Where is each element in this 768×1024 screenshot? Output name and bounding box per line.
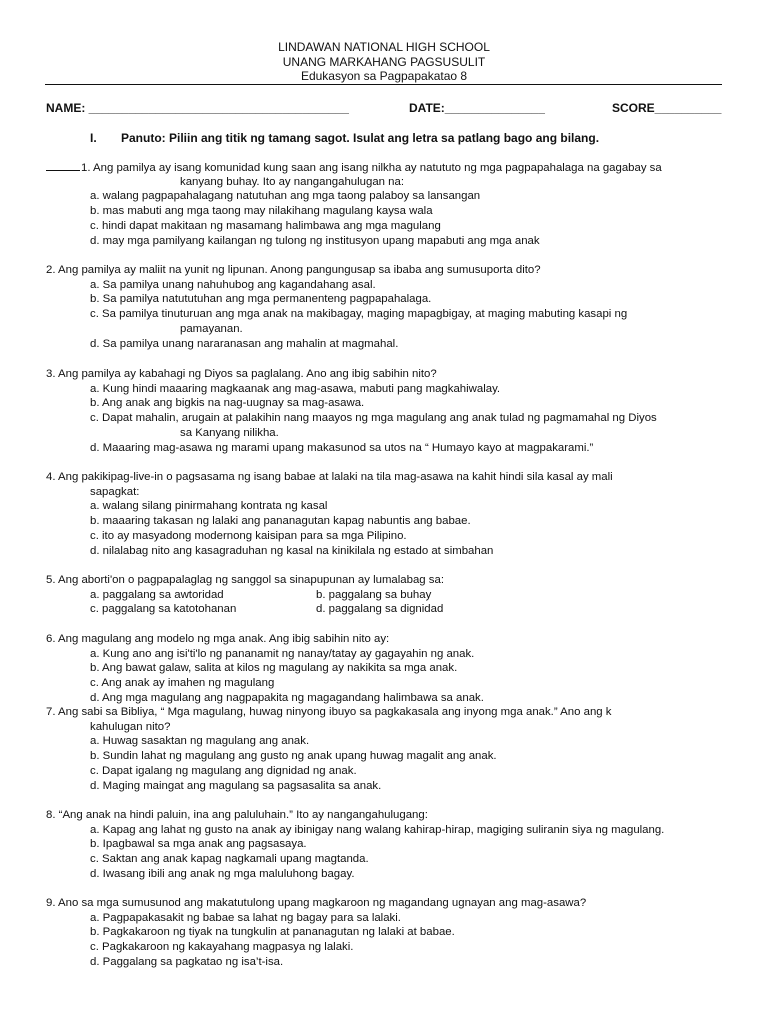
- answer-choice: d. Maaaring mag-asawa ng marami upang makasunod sa utos na “ Humayo kayo at magpakarami.”: [90, 441, 594, 454]
- question-stem: 2. Ang pamilya ay maliit na yunit ng lipunan. Anong pangungusap sa ibaba ang sumusuporta dito?: [46, 264, 541, 276]
- answer-choice: c. Saktan ang anak kapag nagkamali upang magtanda.: [90, 853, 369, 866]
- answer-choice: c. Ang anak ay imahen ng magulang: [90, 677, 275, 690]
- answer-choice: b. Ang anak ang bigkis na nag-uugnay sa mag-asawa.: [90, 397, 365, 410]
- answer-choice: d. Iwasang ibili ang anak ng mga maluluhong bagay.: [90, 867, 355, 880]
- question-stem: 4. Ang pakikipag-live-in o pagsasama ng isang babae at lalaki na tila mag-asawa na kahit hindi sila kasal ay mali: [46, 471, 613, 483]
- instructions-text: Panuto: Piliin ang titik ng tamang sagot. Isulat ang letra sa patlang bago ang bilang.: [121, 131, 600, 145]
- question-stem: [46, 160, 662, 175]
- answer-choice: c. ito ay masyadong modernong kaisipan para sa mga Pilipino.: [90, 529, 407, 542]
- name-field[interactable]: NAME: _______________________________________: [46, 101, 349, 115]
- question-stem: 5. Ang aborti'on o pagpapalaglag ng sanggol sa sinapupunan ay lumalabag sa:: [46, 574, 444, 586]
- answer-choice: d. Maging maingat ang magulang sa pagsasalita sa anak.: [90, 779, 382, 792]
- score-field[interactable]: SCORE__________: [612, 101, 722, 115]
- answer-choice: a. Kung hindi maaaring magkaanak ang mag-asawa, mabuti pang magkahiwalay.: [90, 382, 501, 395]
- answer-choice: b. Ipagbawal sa mga anak ang pagsasaya.: [90, 838, 307, 851]
- answer-choice: d. may mga pamilyang kailangan ng tulong ng institusyon upang mapabuti ang mga anak: [90, 234, 540, 247]
- answer-choice: c. Sa pamilya tinuturuan ang mga anak na makibagay, maging mapagbigay, at maging mabuting kasapi ng: [90, 308, 628, 321]
- question-stem: 8. “Ang anak na hindi paluin, ina ang paluluhain.” Ito ay nangangahulugang:: [46, 809, 428, 821]
- exam-title: UNANG MARKAHANG PAGSUSULIT: [282, 54, 486, 69]
- question-stem-continued: kanyang buhay. Ito ay nangangahulugan na:: [180, 175, 404, 188]
- answer-choice: a. Kung ano ang isi'ti'lo ng pananamit ng nanay/tatay ay gagayahin ng anak.: [90, 647, 475, 660]
- answer-choice: b. Sundin lahat ng magulang ang gusto ng anak upang huwag magalit ang anak.: [90, 750, 497, 763]
- answer-choice: c. Dapat mahalin, arugain at palakihin nang maayos ng mga magulang ang anak tulad ng pagmamahal ng Diyos: [90, 412, 657, 425]
- answer-blank[interactable]: [46, 160, 80, 171]
- answer-choice-continued: sa Kanyang nilikha.: [180, 426, 279, 439]
- question-stem-continued: kahulugan nito?: [90, 720, 171, 733]
- answer-choice: d. Paggalang sa pagkatao ng isa’t-isa.: [90, 955, 284, 968]
- question-stem-continued: sapagkat:: [90, 485, 140, 498]
- answer-choice: d. paggalang sa dignidad: [316, 603, 444, 616]
- question-stem: 3. Ang pamilya ay kabahagi ng Diyos sa paglalang. Ano ang ibig sabihin nito?: [46, 368, 437, 380]
- answer-choice: c. Dapat igalang ng magulang ang dignidad ng anak.: [90, 764, 357, 777]
- answer-choice: d. Sa pamilya unang nararanasan ang mahalin at magmahal.: [90, 337, 399, 350]
- answer-choice: b. maaaring takasan ng lalaki ang pananagutan kapag nabuntis ang babae.: [90, 515, 471, 528]
- answer-choice: b. mas mabuti ang mga taong may nilakihang magulang kaysa wala: [90, 205, 433, 218]
- question-stem: 9. Ano sa mga sumusunod ang makatutulong upang magkaroon ng magandang ugnayan ang mag-asawa?: [46, 897, 587, 909]
- section-number: I.: [90, 131, 97, 145]
- answer-choice-continued: pamayanan.: [180, 322, 243, 335]
- answer-choice: a. Sa pamilya unang nahuhubog ang kagandahang asal.: [90, 278, 376, 291]
- question-stem: 7. Ang sabi sa Bibliya, “ Mga magulang, huwag ninyong ibuyo sa pagkakasala ang inyong mga anak.” Ano ang k: [46, 706, 612, 718]
- question-stem: 6. Ang magulang ang modelo ng mga anak. Ang ibig sabihin nito ay:: [46, 633, 390, 645]
- date-field[interactable]: DATE:_______________: [409, 101, 545, 115]
- answer-choice: a. Kapag ang lahat ng gusto na anak ay ibinigay nang walang kahirap-hirap, magiging suliranin siya ng magulang.: [90, 823, 665, 836]
- answer-choice: a. walang pagpapahalagang natutuhan ang mga taong palaboy sa lansangan: [90, 190, 481, 203]
- answer-choice: a. walang silang pinirmahang kontrata ng kasal: [90, 500, 328, 513]
- answer-choice: d. Ang mga magulang ang nagpapakita ng magagandang halimbawa sa anak.: [90, 691, 484, 704]
- subject-title: Edukasyon sa Pagpapakatao 8: [300, 69, 468, 83]
- answer-choice: d. nilalabag nito ang kasagraduhan ng kasal na kinikilala ng estado at simbahan: [90, 544, 494, 557]
- answer-choice: b. Pagkakaroon ng tiyak na tungkulin at pananagutan ng lalaki at babae.: [90, 926, 455, 939]
- answer-choice: b. Ang bawat galaw, salita at kilos ng magulang ay nakikita sa mga anak.: [90, 662, 458, 675]
- answer-choice: c. hindi dapat makitaan ng masamang halimbawa ang mga magulang: [90, 219, 441, 232]
- answer-choice: c. paggalang sa katotohanan: [90, 603, 237, 616]
- answer-choice: a. Pagpapakasakit ng babae sa lahat ng bagay para sa lalaki.: [90, 911, 401, 924]
- answer-choice: a. Huwag sasaktan ng magulang ang anak.: [90, 735, 310, 748]
- header-divider: [45, 84, 722, 85]
- document-header: [0, 40, 768, 84]
- question-stem-text: 1. Ang pamilya ay isang komunidad kung saan ang isang nilkha ay natututo ng mga pagpapahalaga na gagabay sa: [81, 162, 662, 174]
- answer-choice: a. paggalang sa awtoridad: [90, 588, 224, 601]
- answer-choice: c. Pagkakaroon ng kakayahang magpasya ng lalaki.: [90, 941, 354, 954]
- answer-choice: b. paggalang sa buhay: [316, 588, 432, 601]
- answer-choice: b. Sa pamilya natututuhan ang mga permanenteng pagpapahalaga.: [90, 293, 432, 306]
- school-name: LINDAWAN NATIONAL HIGH SCHOOL: [278, 40, 490, 54]
